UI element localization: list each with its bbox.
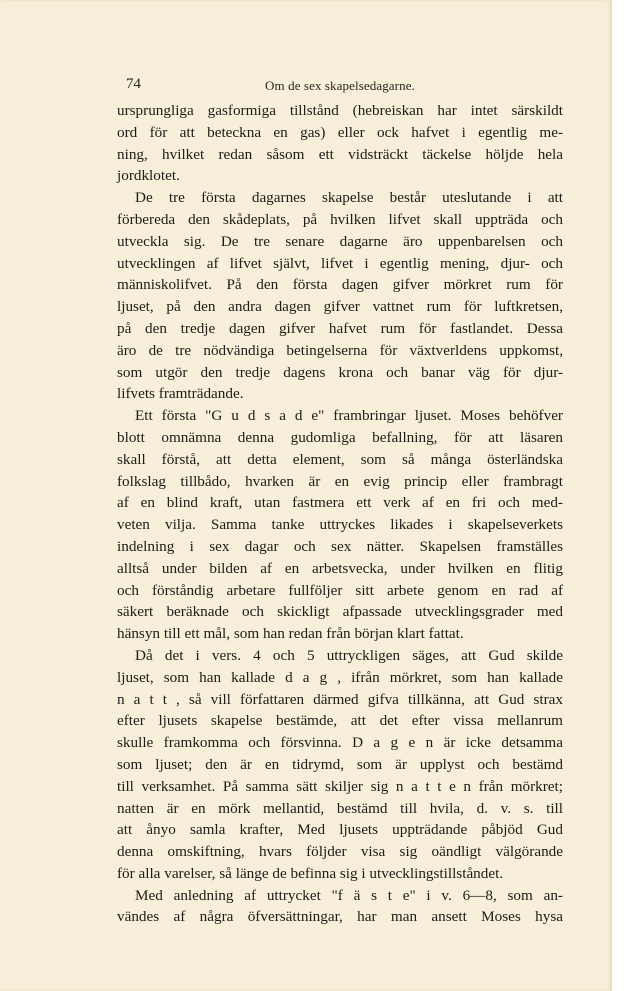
text-line: äro de tre nödvändiga betingelserna för växtverldens uppkomst, <box>117 341 563 359</box>
text-line: att ånyo samla krafter, Med ljusets uppträdande påbjöd Gud <box>117 821 563 839</box>
text-line: veten vilja. Samma tanke uttryckes likades i skapelseverkets <box>117 516 563 534</box>
text-line: skall förstå, att detta element, som så många österländska <box>117 450 563 468</box>
text-line: ning, hvilket redan såsom ett vidsträckt täckelse höljde hela <box>117 145 563 163</box>
text-line: folkslag tillbådo, hvarken är en evig princip eller frambragt <box>117 472 563 490</box>
text-line: af en blind kraft, utan fastmera ett verk af en fri och med- <box>117 494 563 512</box>
text-line: vändes af några öfversättningar, har man ansett Moses hysa <box>117 908 563 926</box>
text-line: Med anledning af uttrycket "f ä s t e" i v. 6—8, som an- <box>135 886 563 904</box>
text-line: skulle framkomma och försvinna. D a g e n är icke detsamma <box>117 734 563 752</box>
text-line: alltså under bilden af en arbetsvecka, under hvilken en flitig <box>117 559 563 577</box>
text-line: De tre första dagarnes skapelse består uteslutande i att <box>135 189 563 207</box>
text-line: på den tredje dagen gifver hafvet rum för fastlandet. Dessa <box>117 319 563 337</box>
text-line: natten är en mörk mellantid, bestämd till hvila, d. v. s. till <box>117 799 563 817</box>
text-line: ljuset, som han kallade d a g , ifrån mörkret, som han kallade <box>117 668 563 686</box>
text-line: säkert beräknade och skickligt afpassade utvecklingsgrader med <box>117 603 563 621</box>
text-line: jordklotet. <box>117 167 180 185</box>
text-line: människolifvet. På den första dagen gifver mörkret rum för <box>117 276 563 294</box>
text-line: utveckla sig. De tre senare dagarne äro uppenbarelsen och <box>117 232 563 250</box>
text-line: blott omnämna denna gudomliga befallning, för att läsaren <box>117 428 563 446</box>
text-line: och förståndig arbetare fullföljer sitt arbete genom en rad af <box>117 581 563 599</box>
text-line: Då det i vers. 4 och 5 uttryckligen säges, att Gud skilde <box>135 646 563 664</box>
body-text <box>117 100 563 928</box>
text-line: lifvets framträdande. <box>117 385 244 403</box>
page-number: 74 <box>126 76 141 92</box>
text-line: ursprungliga gasformiga tillstånd (hebreiskan har intet särskildt <box>117 102 563 119</box>
text-line: som ljuset; den är en tidrymd, som är upplyst och bestämd <box>117 755 563 773</box>
text-line: ord för att beteckna en gas) eller ock hafvet i egentlig me- <box>117 123 563 141</box>
text-line: utvecklingen af lifvet självt, lifvet i egentlig mening, djur- och <box>117 254 563 272</box>
text-line: som utgör den tredje dagens krona och banar väg för djur- <box>117 363 563 381</box>
text-line: för alla varelser, så länge de befinna sig i utvecklingstillståndet. <box>117 864 504 882</box>
text-line: ljuset, på den andra dagen gifver vattnet rum för luftkretsen, <box>117 298 563 316</box>
text-line: efter ljusets skapelse bestämde, att det efter vissa mellanrum <box>117 712 563 730</box>
text-line: Ett första "G u d s a d e" frambringar ljuset. Moses behöfver <box>135 407 563 425</box>
text-line: till verksamhet. På samma sätt skiljer sig n a t t e n från mörkret; <box>117 777 563 795</box>
text-line: indelning i sex dagar och sex nätter. Skapelsen framställes <box>117 537 563 555</box>
text-line: förbereda den skådeplats, på hvilken lifvet skall uppträda och <box>117 210 563 228</box>
text-line: hänsyn till ett mål, som han redan från början klart fattat. <box>117 625 464 643</box>
text-line: denna omskiftning, hvars följder visa sig oändligt välgörande <box>117 843 563 861</box>
running-title: Om de sex skapelsedagarne. <box>265 78 415 93</box>
page-header <box>118 76 562 96</box>
text-line: n a t t , så vill författaren därmed gifva tillkänna, att Gud strax <box>117 690 563 708</box>
